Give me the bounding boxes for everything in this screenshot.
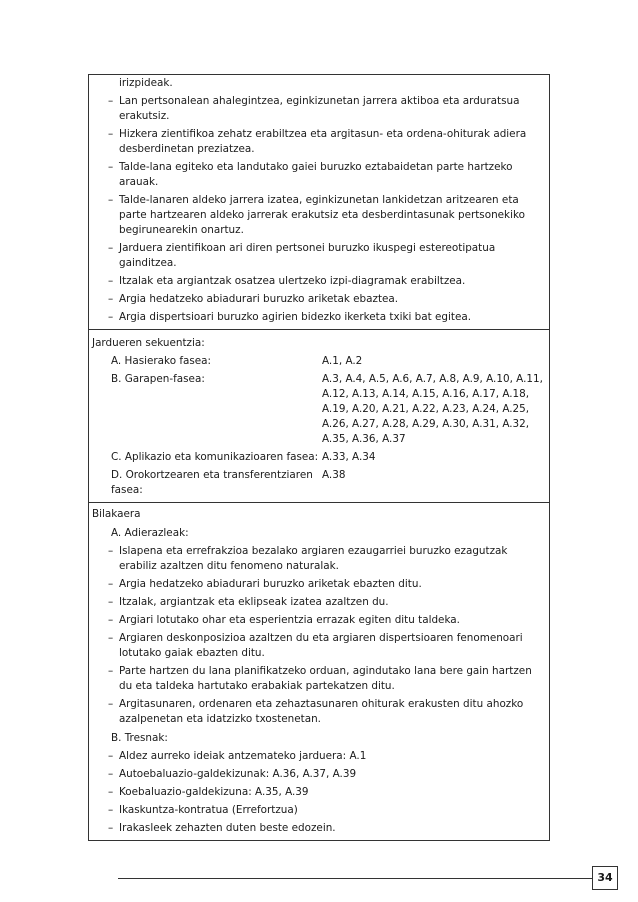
indicator-item: – Parte hartzen du lana planifikatzeko orduan, agindutako lana bere gain hartzen du eta taldeka hartutako erabakiak partekatzen ditu. (108, 665, 532, 692)
phase-activities: A.1, A.2 (322, 355, 363, 367)
sequence-section (89, 329, 549, 502)
evaluation-heading: Bilakaera (92, 508, 141, 520)
phase-label: D. Orokortzearen eta transferentziaren fasea: (111, 469, 313, 496)
tool-item: – Aldez aurreko ideiak antzemateko jarduera: A.1 (108, 750, 367, 762)
objective-item: – Itzalak eta argiantzak osatzea ulertzeko izpi-diagramak erabiltzea. (108, 275, 466, 287)
indicator-item: – Argitasunaren, ordenaren eta zehaztasunaren ohiturak erakusten ditu ahozko azalpenetan eta idatzizko txostenetan. (108, 698, 524, 725)
tool-item: – Koebaluazio-galdekizuna: A.35, A.39 (108, 786, 309, 798)
objective-item: – Hizkera zientifikoa zehatz erabiltzea eta argitasun- eta ordena-ohiturak adiera desberdinetan preziatzea. (108, 128, 527, 155)
sequence-row (89, 372, 543, 447)
objective-item: – Argia dispertsioari buruzko agirien bidezko ikerketa txiki bat egitea. (108, 311, 472, 323)
objective-item: – Argia hedatzeko abiadurari buruzko ariketak ebaztea. (108, 293, 399, 305)
sequence-heading: Jardueren sekuentzia: (92, 337, 205, 349)
objectives-section (89, 74, 549, 329)
objective-item: – Talde-lanaren aldeko jarrera izatea, eginkizunetan lankidetzan aritzearen eta parte hartzearen aldeko jarrerak erakutsiz eta desberdintasunak pertsonekiko begirunearekin onartuz. (108, 194, 525, 236)
indicator-item: – Argiari lotutako ohar eta esperientzia errazak egiten ditu taldeka. (108, 614, 460, 626)
phase-label: C. Aplikazio eta komunikazioaren fasea: (111, 451, 319, 463)
footer-rule (118, 878, 592, 879)
tool-item: – Autoebaluazio-galdekizunak: A.36, A.37, A.39 (108, 768, 357, 780)
objective-item: – Jarduera zientifikoan ari diren pertsonei buruzko ikuspegi estereotipatua gainditzea. (108, 242, 496, 269)
phase-activities: A.33, A.34 (322, 451, 376, 463)
page-number: 34 (592, 866, 618, 890)
indicator-item: – Itzalak, argiantzak eta eklipseak izatea azaltzen du. (108, 596, 389, 608)
evaluation-section (89, 502, 549, 840)
sequence-row (89, 468, 543, 498)
tool-item: – Irakasleek zehazten duten beste edozein. (108, 822, 336, 834)
sequence-row (89, 354, 543, 369)
objective-item: – Talde-lana egiteko eta landutako gaiei buruzko eztabaidetan parte hartzeko arauak. (108, 161, 513, 188)
indicator-item: – Islapena eta errefrakzioa bezalako argiaren ezaugarriei buruzko ezagutzak erabiliz azaltzen ditu fenomeno naturalak. (108, 545, 508, 572)
phase-label: A. Hasierako fasea: (111, 355, 212, 367)
phase-activities: A.3, A.4, A.5, A.6, A.7, A.8, A.9, A.10, A.11, A.12, A.13, A.14, A.15, A.16, A.17, A.18, A.19, A.20, A.21, A.22, A.23, A.24, A.25, A.26, A.27, A.28, A.29, A.30, A.31, A.32, A.35, A.36, A.37 (322, 373, 543, 445)
tools-heading: B. Tresnak: (111, 732, 168, 744)
objective-item: – Lan pertsonalean ahalegintzea, eginkizunetan jarrera aktiboa eta arduratsua erakutsiz. (108, 95, 520, 122)
indicators-heading: A. Adierazleak: (111, 527, 189, 539)
indicator-item: – Argia hedatzeko abiadurari buruzko ariketak ebazten ditu. (108, 578, 422, 590)
objectives-continuation: irizpideak. (119, 77, 173, 89)
phase-label: B. Garapen-fasea: (111, 373, 205, 385)
tool-item: – Ikaskuntza-kontratua (Errefortzua) (108, 804, 298, 816)
content-table (88, 74, 550, 841)
indicator-item: – Argiaren deskonposizioa azaltzen du eta argiaren dispertsioaren fenomenoari lotutako gaiak ebazten ditu. (108, 632, 523, 659)
phase-activities: A.38 (322, 469, 346, 481)
sequence-row (89, 450, 543, 465)
